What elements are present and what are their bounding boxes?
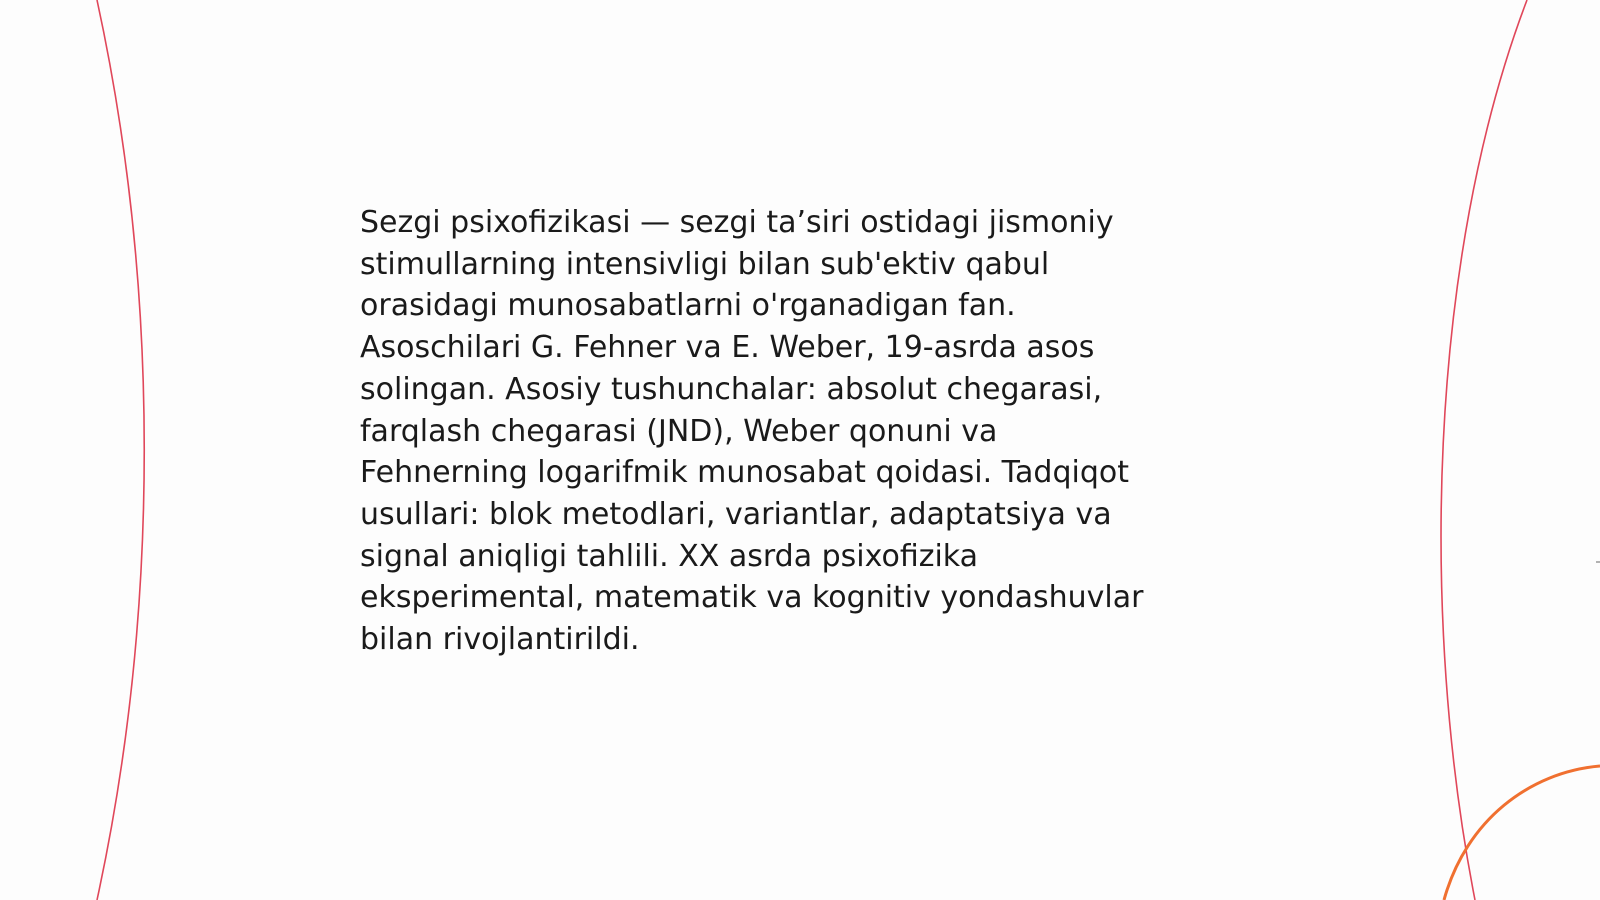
body-line: orasidagi munosabatlarni o'rganadigan fan. — [360, 288, 1016, 324]
slide-body-text — [360, 202, 1220, 661]
body-line: eksperimental, matematik va kognitiv yondashuvlar — [360, 580, 1144, 616]
corner-arc-decoration — [1444, 766, 1600, 900]
body-line: stimullarning intensivligi bilan sub'ektiv qabul — [360, 246, 1050, 282]
body-line: signal aniqligi tahlili. XX asrda psixofizika — [360, 538, 979, 574]
body-line: bilan rivojlantirildi. — [360, 622, 640, 658]
body-line: solingan. Asosiy tushunchalar: absolut chegarasi, — [360, 371, 1103, 407]
body-line: usullari: blok metodlari, variantlar, adaptatsiya va — [360, 496, 1112, 532]
body-line: Asoschilari G. Fehner va E. Weber, 19-asrda asos — [360, 330, 1095, 366]
body-line: Sezgi psixofizikasi — sezgi ta’siri ostidagi jismoniy — [360, 205, 1114, 240]
left-arc-decoration — [97, 0, 144, 900]
body-line: farqlash chegarasi (JND), Weber qonuni va — [360, 413, 998, 449]
right-arc-decoration — [1441, 0, 1527, 900]
body-line: Fehnerning logarifmik munosabat qoidasi. Tadqiqot — [360, 455, 1129, 491]
